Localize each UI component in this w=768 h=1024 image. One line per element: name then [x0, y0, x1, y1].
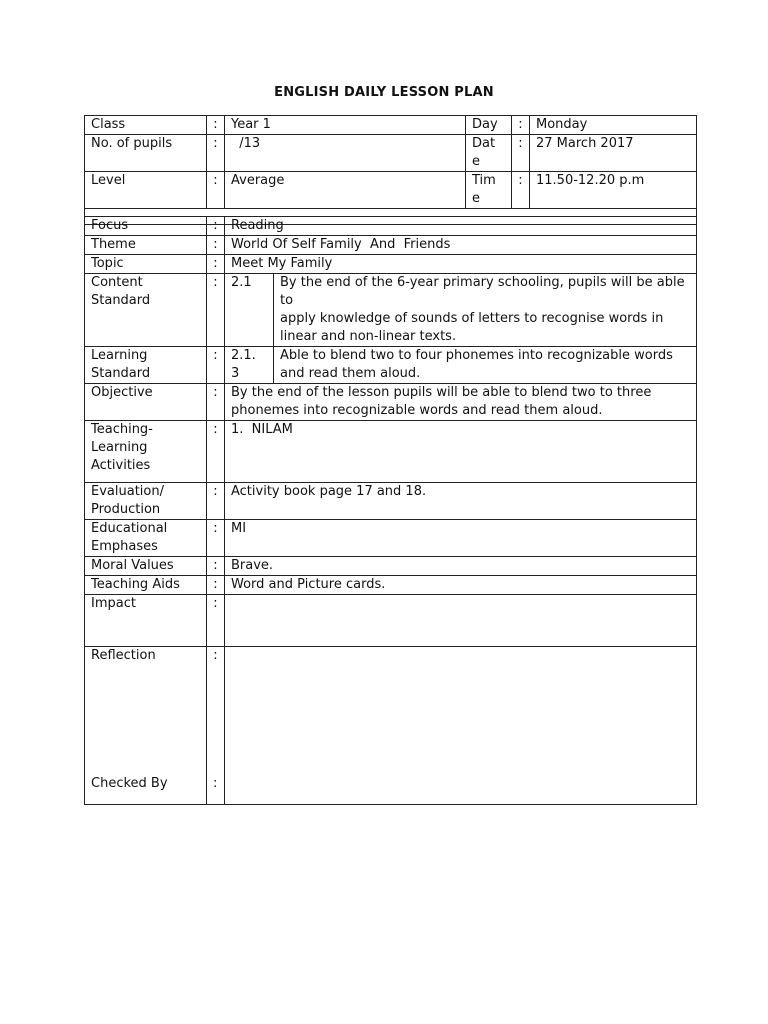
row-content-standard	[85, 274, 697, 347]
aids-label: Teaching Aids	[85, 576, 207, 595]
colon: :	[207, 421, 225, 483]
colon: :	[207, 483, 225, 520]
emphases-label: Educational Emphases	[85, 520, 207, 557]
row-reflection	[85, 647, 697, 805]
pupils-label: No. of pupils	[85, 135, 207, 172]
moral-value: Brave.	[225, 557, 697, 576]
row-emphases	[85, 520, 697, 557]
colon: :	[207, 557, 225, 576]
content-value	[274, 274, 697, 347]
colon: :	[207, 274, 225, 347]
colon: :	[207, 576, 225, 595]
time-value: 11.50-12.20 p.m	[530, 172, 697, 209]
pupils-value: /13	[225, 135, 466, 172]
lesson-table	[84, 216, 697, 805]
learning-label: Learning Standard	[85, 347, 207, 384]
topic-value: Meet My Family	[225, 255, 697, 274]
impact-value	[225, 595, 697, 647]
row-evaluation	[85, 483, 697, 520]
level-value: Average	[225, 172, 466, 209]
theme-value: World Of Self Family And Friends	[225, 236, 697, 255]
objective-value: By the end of the lesson pupils will be able to blend two to three phonemes into recognizable words and read them aloud.	[225, 384, 697, 421]
row-moral	[85, 557, 697, 576]
level-label: Level	[85, 172, 207, 209]
colon: :	[207, 255, 225, 274]
evaluation-value: Activity book page 17 and 18.	[225, 483, 697, 520]
reflection-value	[225, 647, 697, 805]
colon: :	[207, 172, 225, 209]
row-class	[85, 116, 697, 135]
activities-label: Teaching-Learning Activities	[85, 421, 207, 483]
learning-code: 2.1. 3	[225, 347, 274, 384]
date-label: Dat e	[466, 135, 512, 172]
colon: :	[207, 520, 225, 557]
day-label: Day	[466, 116, 512, 135]
row-aids	[85, 576, 697, 595]
objective-label: Objective	[85, 384, 207, 421]
colon: :	[512, 172, 530, 209]
checked-by	[91, 775, 218, 793]
content-value-line-1: By the end of the 6-year primary schooling, pupils will be able to	[280, 275, 685, 308]
day-value: Monday	[530, 116, 697, 135]
colon: :	[207, 595, 225, 647]
checked-by-label: Checked By	[91, 776, 168, 791]
colon: :	[207, 135, 225, 172]
colon: :	[207, 116, 225, 135]
content-code: 2.1	[225, 274, 274, 347]
impact-label: Impact	[85, 595, 207, 647]
date-value: 27 March 2017	[530, 135, 697, 172]
topic-label: Topic	[85, 255, 207, 274]
colon: :	[207, 217, 225, 236]
content-value-line-2: apply knowledge of sounds of letters to recognise words in linear and non-linear texts.	[280, 311, 664, 344]
row-objective	[85, 384, 697, 421]
evaluation-label: Evaluation/ Production	[85, 483, 207, 520]
aids-value: Word and Picture cards.	[225, 576, 697, 595]
class-value: Year 1	[225, 116, 466, 135]
content-label: Content Standard	[85, 274, 207, 347]
reflection-label: Reflection	[85, 647, 207, 805]
colon: :	[207, 647, 225, 805]
row-impact	[85, 595, 697, 647]
moral-label: Moral Values	[85, 557, 207, 576]
class-label: Class	[85, 116, 207, 135]
colon: :	[213, 776, 218, 791]
focus-value: Reading	[225, 217, 697, 236]
row-theme	[85, 236, 697, 255]
header-table	[84, 115, 697, 225]
activities-value: 1. NILAM	[225, 421, 697, 483]
colon: :	[512, 135, 530, 172]
row-focus	[85, 217, 697, 236]
row-activities	[85, 421, 697, 483]
colon: :	[207, 384, 225, 421]
page-title: ENGLISH DAILY LESSON PLAN	[274, 85, 494, 100]
emphases-value: MI	[225, 520, 697, 557]
colon: :	[512, 116, 530, 135]
colon: :	[207, 236, 225, 255]
row-level	[85, 172, 697, 209]
row-topic	[85, 255, 697, 274]
time-label: Tim e	[466, 172, 512, 209]
row-pupils	[85, 135, 697, 172]
learning-value: Able to blend two to four phonemes into recognizable words and read them aloud.	[274, 347, 697, 384]
focus-label: Focus	[85, 217, 207, 236]
row-learning-standard	[85, 347, 697, 384]
theme-label: Theme	[85, 236, 207, 255]
colon: :	[207, 347, 225, 384]
